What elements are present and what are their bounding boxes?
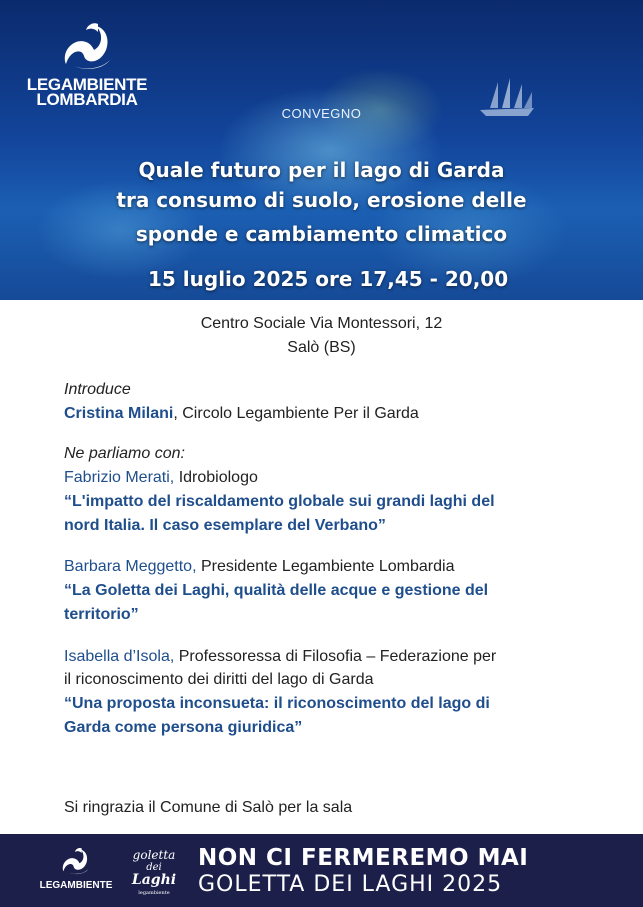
intro-role: , Circolo Legambiente Per il Garda bbox=[173, 405, 419, 422]
speaker-2-talk-line1: “La Goletta dei Laghi, qualità delle acque e gestione del bbox=[64, 582, 489, 599]
goletta-dei-laghi-logo bbox=[126, 844, 182, 900]
venue-city: Salò (BS) bbox=[287, 339, 356, 356]
speaker-2-talk-line2: territorio” bbox=[64, 606, 139, 623]
event-title-line2: tra consumo di suolo, erosione delle bbox=[116, 188, 527, 212]
speaker-1-talk-line2: nord Italia. Il caso esemplare del Verbano” bbox=[64, 517, 386, 534]
speaker-1-name: Fabrizio Merati, bbox=[64, 469, 175, 486]
footer-slogan-line2: GOLETTA DEI LAGHI 2025 bbox=[198, 872, 503, 897]
speaker-3-talk-line2: Garda come persona giuridica” bbox=[64, 719, 303, 736]
footer-legambiente-logo bbox=[36, 846, 116, 904]
swan-logo-icon bbox=[60, 20, 116, 72]
speaker-2-name: Barbara Meggetto, bbox=[64, 558, 197, 575]
thanks-note: Si ringrazia il Comune di Salò per la sala bbox=[64, 799, 353, 816]
speaker-2-line bbox=[64, 556, 454, 578]
logo-text-line1: LEGAMBIENTE bbox=[26, 75, 148, 94]
swan-logo-icon bbox=[60, 846, 92, 876]
speaker-3-line bbox=[64, 646, 496, 668]
speaker-3-role: Professoressa di Filosofia – Federazione per bbox=[174, 648, 497, 665]
speaker-3-name: Isabella d’Isola, bbox=[64, 648, 175, 665]
goletta-logo-word4: legambiente bbox=[138, 890, 170, 896]
speakers-label: Ne parliamo con: bbox=[64, 445, 185, 462]
goletta-logo-word3: Laghi bbox=[131, 872, 177, 888]
goletta-logo-word1: goletta bbox=[132, 848, 176, 862]
goletta-logo-word2: dei bbox=[146, 862, 162, 873]
event-title-line1: Quale futuro per il lago di Garda bbox=[138, 158, 505, 182]
speaker-1-line bbox=[64, 467, 258, 489]
event-kicker: CONVEGNO bbox=[281, 106, 362, 121]
logo-text-line2: LOMBARDIA bbox=[36, 90, 138, 109]
intro-line bbox=[64, 403, 419, 425]
speaker-2-role: Presidente Legambiente Lombardia bbox=[196, 558, 455, 575]
footer-band bbox=[0, 834, 643, 907]
intro-label: Introduce bbox=[64, 381, 131, 398]
event-title-line3: sponde e cambiamento climatico bbox=[135, 222, 508, 246]
intro-name: Cristina Milani bbox=[64, 405, 174, 422]
footer-logo-text: LEGAMBIENTE bbox=[39, 880, 113, 891]
speaker-1-role: Idrobiologo bbox=[174, 469, 258, 486]
speaker-3-role-line2: il riconoscimento dei diritti del lago di Garda bbox=[64, 671, 374, 688]
event-date: 15 luglio 2025 ore 17,45 - 20,00 bbox=[148, 267, 509, 291]
legambiente-lombardia-logo bbox=[22, 20, 152, 110]
header-banner bbox=[0, 0, 643, 300]
venue-address: Centro Sociale Via Montessori, 12 bbox=[200, 315, 443, 332]
footer-slogan-line1: NON CI FERMEREMO MAI bbox=[198, 845, 529, 871]
speaker-3-talk-line1: “Una proposta inconsueta: il riconoscimento del lago di bbox=[64, 695, 490, 712]
speaker-1-talk-line1: “L'impatto del riscaldamento globale sui grandi laghi del bbox=[64, 493, 495, 510]
